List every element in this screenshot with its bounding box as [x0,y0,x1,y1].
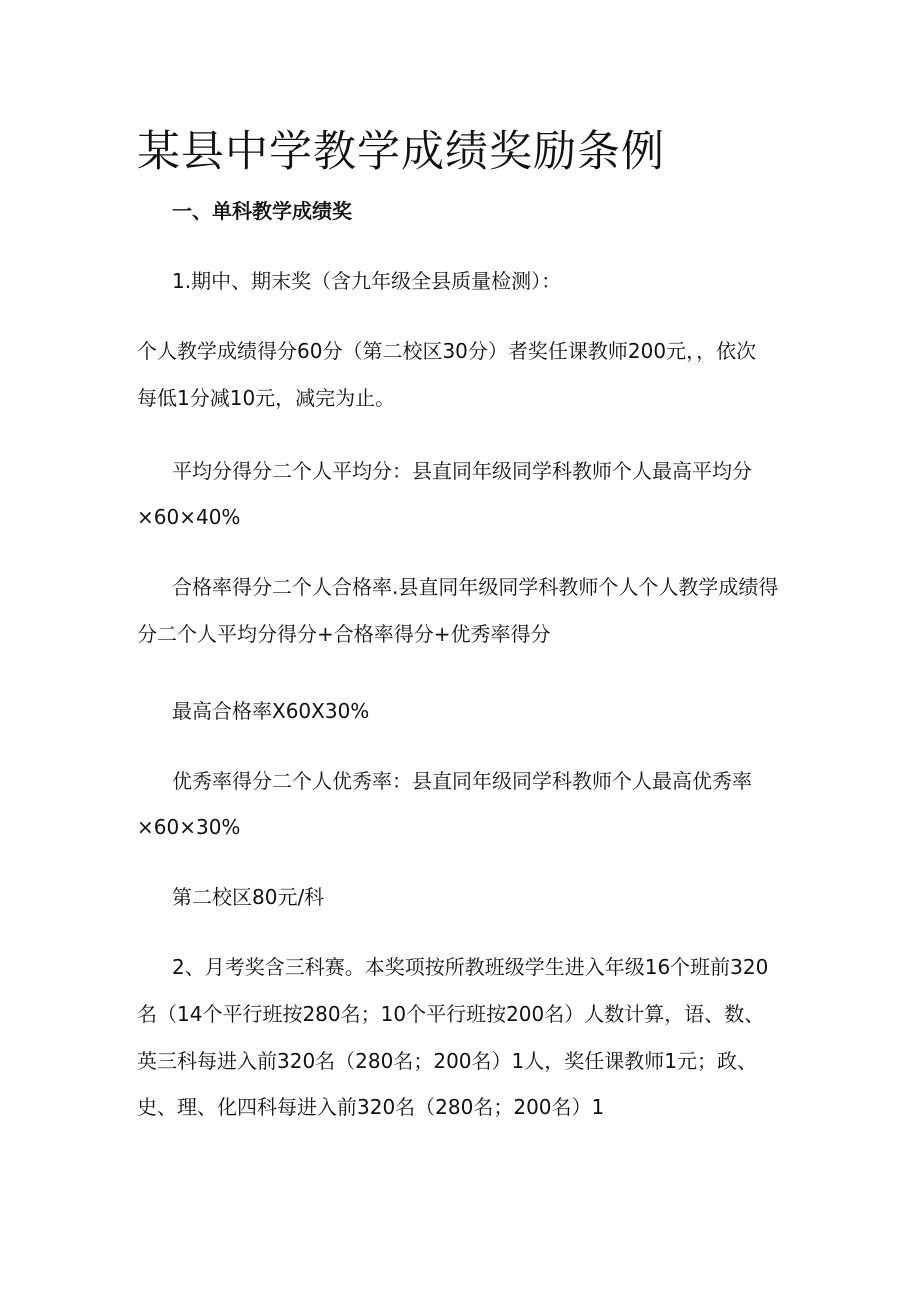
document-title: 某县中学教学成绩奖励条例 [137,127,665,177]
paragraph-line: 2、月考奖含三科赛。本奖项按所教班级学生进入年级16个班前320 [172,955,769,979]
paragraph-line: 合格率得分二个人合格率.县直同年级同学科教师个人个人教学成绩得 [172,575,779,599]
paragraph-line: 最高合格率X60X30% [172,699,370,723]
paragraph-line: 个人教学成绩得分60分（第二校区30分）者奖任课教师200元，，依次 [137,339,757,363]
paragraph-line: 优秀率得分二个人优秀率：县直同年级同学科教师个人最高优秀率 [172,769,752,793]
paragraph-line: 第二校区80元/科 [172,885,325,909]
paragraph-line: 名（14个平行班按280名；10个平行班按200名）人数计算，语、数、 [137,1002,765,1026]
paragraph-line: 平均分得分二个人平均分：县直同年级同学科教师个人最高平均分 [172,459,752,483]
paragraph-line: 1.期中、期末奖（含九年级全县质量检测）： [172,269,562,293]
paragraph-line: 史、理、化四科每进入前320名（280名；200名）1 [137,1095,605,1119]
paragraph-line: 英三科每进入前320名（280名；200名）1人，奖任课教师1元；政、 [137,1049,757,1073]
paragraph-line: 每低1分减10元，减完为止。 [137,386,396,410]
section-heading: 一、单科教学成绩奖 [172,199,352,223]
paragraph-line: ×60×30% [137,815,241,839]
paragraph-line: ×60×40% [137,505,241,529]
paragraph-line: 分二个人平均分得分+合格率得分+优秀率得分 [137,622,551,646]
